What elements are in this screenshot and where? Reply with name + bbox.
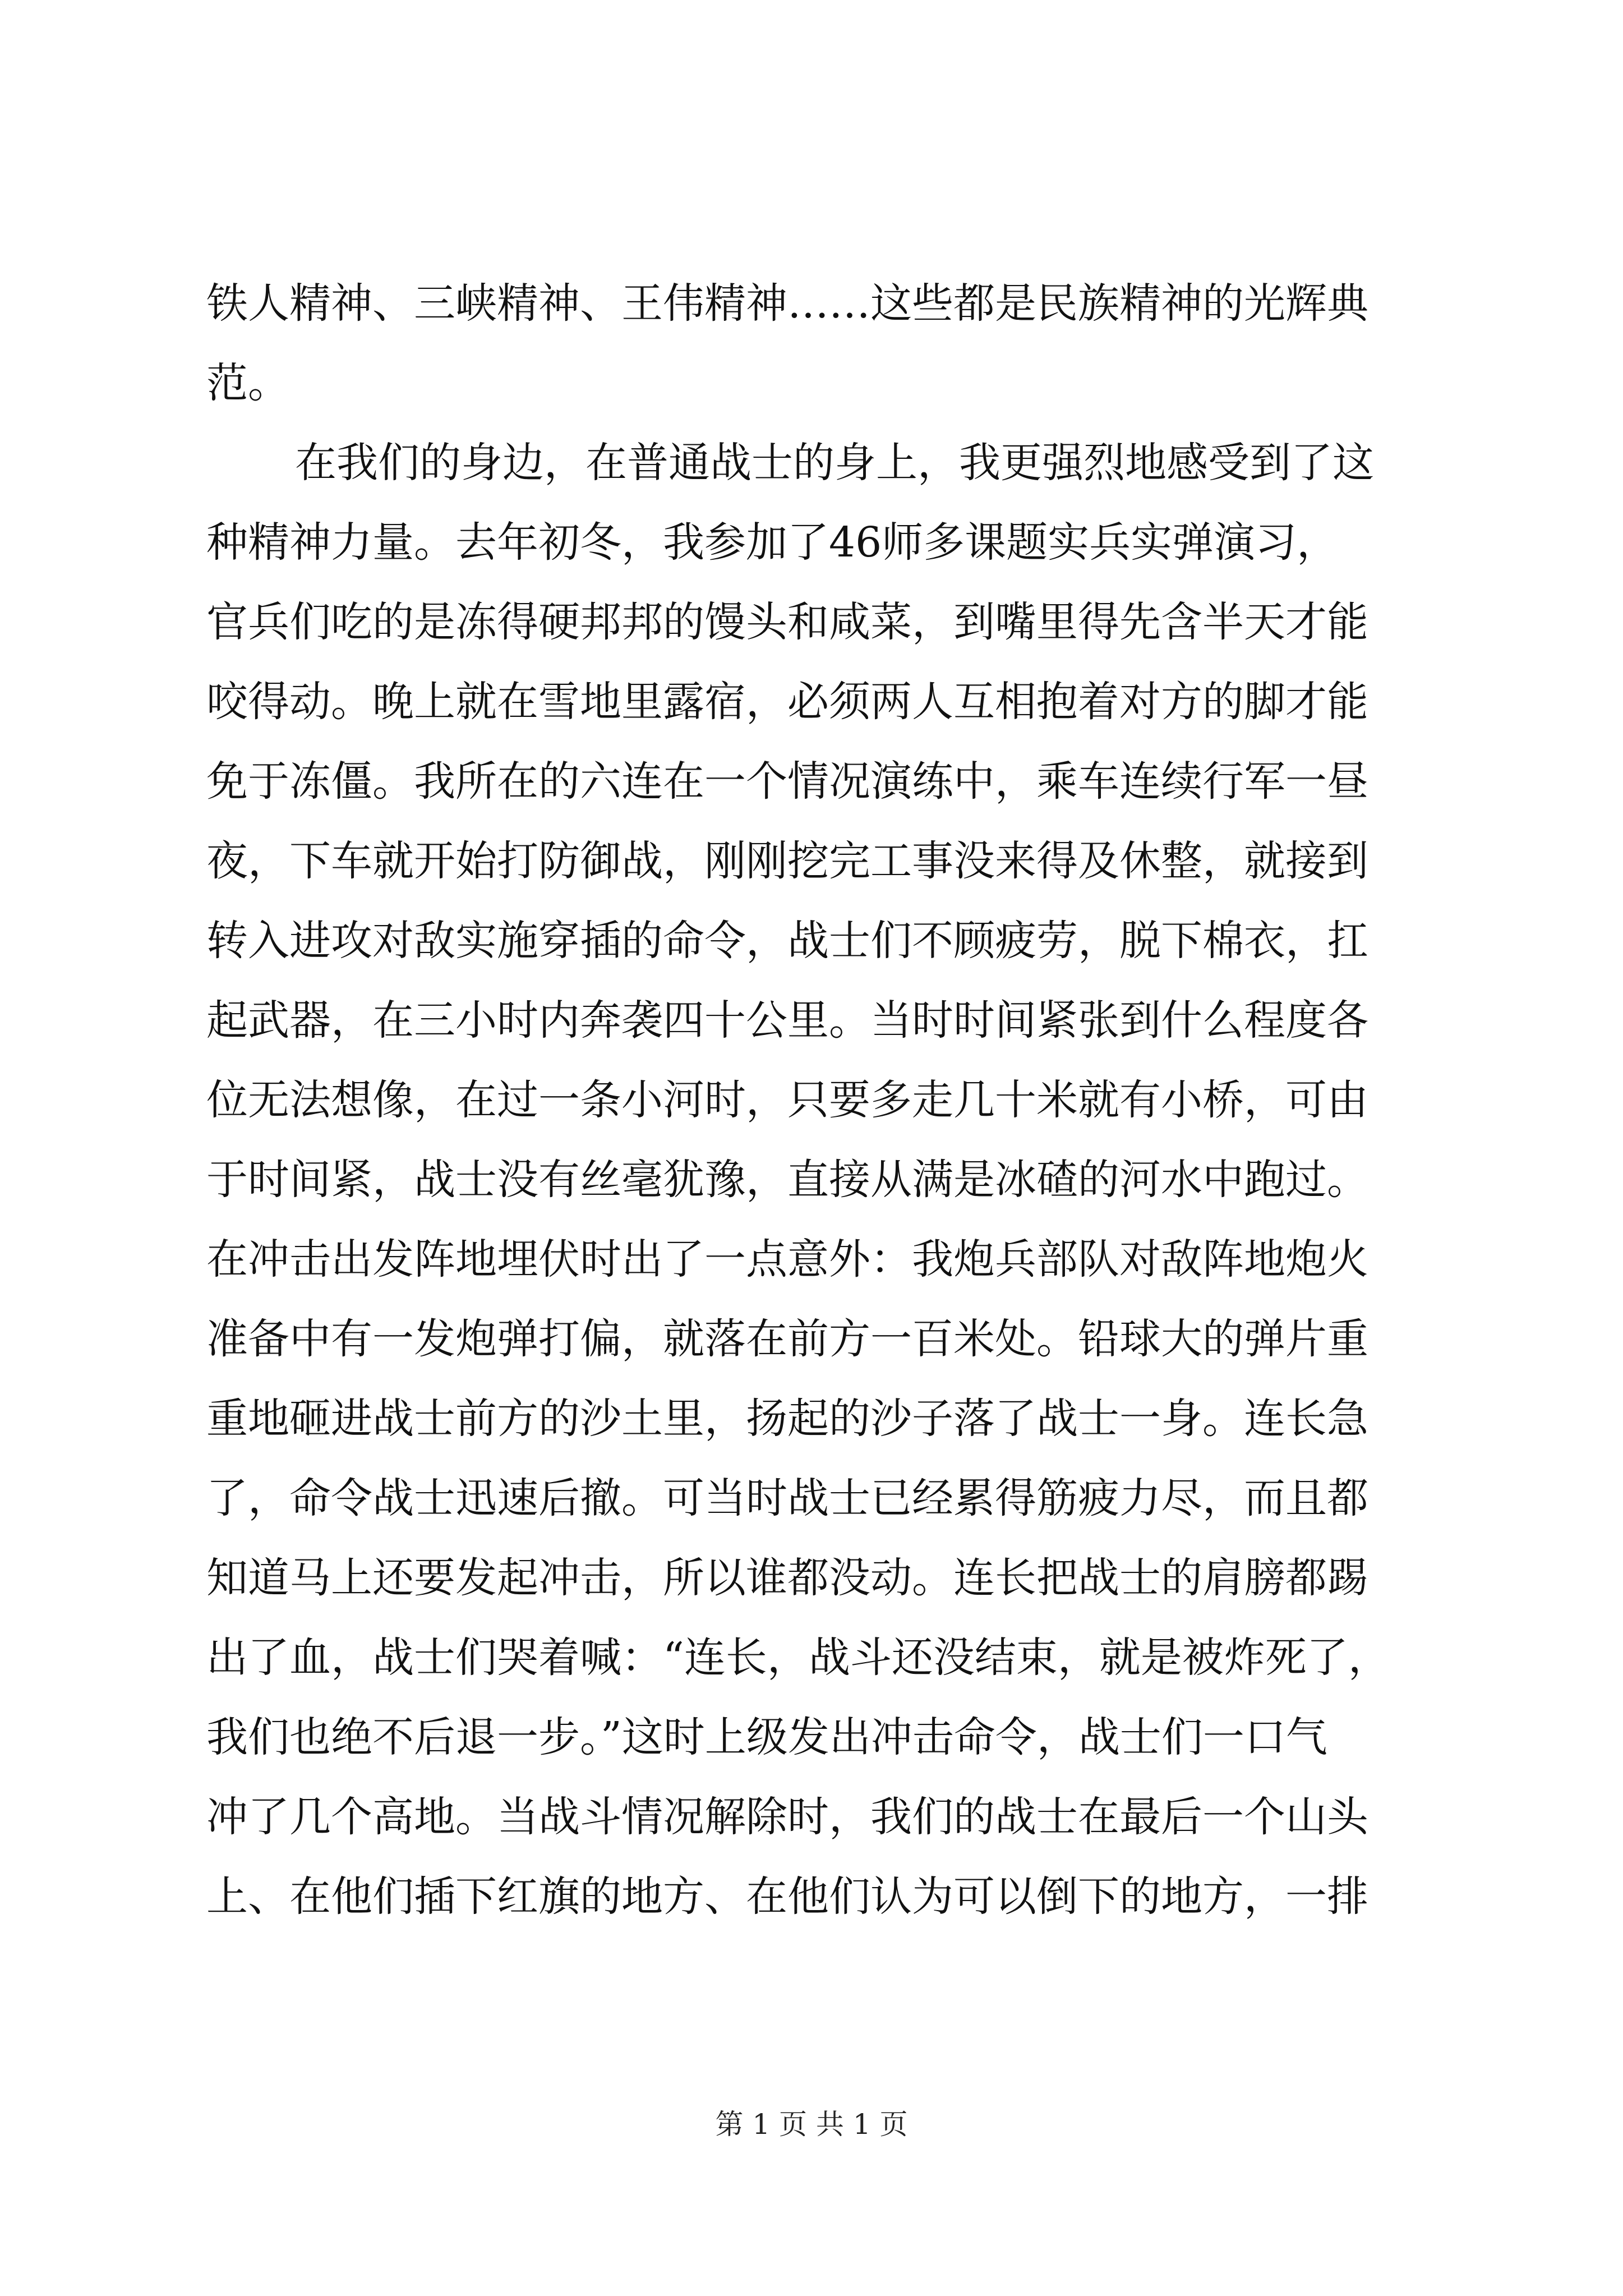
text-line: 转入进攻对敌实施穿插的命令，战士们不顾疲劳，脱下棉衣，扛 <box>206 917 1368 965</box>
document-body <box>206 264 1423 1936</box>
text-line: 在冲击出发阵地埋伏时出了一点意外：我炮兵部队对敌阵地炮火 <box>206 1235 1368 1283</box>
text-line: 种精神力量。去年初冬，我参加了46师多课题实兵实弹演习， <box>206 518 1339 567</box>
text-line: 夜，下车就开始打防御战，刚刚挖完工事没来得及休整，就接到 <box>206 837 1368 885</box>
paragraph-first-line: 在我们的身边，在普通战士的身上，我更强烈地感受到了这 <box>295 439 1374 487</box>
text-line: 范。 <box>206 359 289 407</box>
text-line: 了，命令战士迅速后撤。可当时战士已经累得筋疲力尽，而且都 <box>206 1474 1368 1522</box>
text-line: 冲了几个高地。当战斗情况解除时，我们的战士在最后一个山头 <box>206 1793 1368 1841</box>
text-line: 咬得动。晚上就在雪地里露宿，必须两人互相抱着对方的脚才能 <box>206 678 1368 726</box>
text-line: 起武器，在三小时内奔袭四十公里。当时时间紧张到什么程度各 <box>206 996 1368 1045</box>
text-line: 于时间紧，战士没有丝毫犹豫，直接从满是冰碴的河水中跑过。 <box>206 1156 1368 1204</box>
text-line: 铁人精神、三峡精神、王伟精神……这些都是民族精神的光辉典 <box>206 279 1368 328</box>
text-line: 我们也绝不后退一步。”这时上级发出冲击命令，战士们一口气 <box>206 1713 1327 1761</box>
text-line: 知道马上还要发起冲击，所以谁都没动。连长把战士的肩膀都踢 <box>206 1554 1368 1602</box>
text-line: 位无法想像，在过一条小河时，只要多走几十米就有小桥，可由 <box>206 1076 1368 1124</box>
text-line: 准备中有一发炮弹打偏，就落在前方一百米处。铅球大的弹片重 <box>206 1315 1368 1363</box>
text-line: 上、在他们插下红旗的地方、在他们认为可以倒下的地方，一排 <box>206 1872 1368 1921</box>
text-line: 免于冻僵。我所在的六连在一个情况演练中，乘车连续行军一昼 <box>206 757 1368 806</box>
text-line: 重地砸进战士前方的沙土里，扬起的沙子落了战士一身。连长急 <box>206 1395 1368 1443</box>
text-line: 官兵们吃的是冻得硬邦邦的馒头和咸菜，到嘴里得先含半天才能 <box>206 598 1368 646</box>
page-number-footer: 第 1 页 共 1 页 <box>715 2108 908 2141</box>
text-line: 出了血，战士们哭着喊：“连长，战斗还没结束，就是被炸死了， <box>206 1634 1390 1682</box>
